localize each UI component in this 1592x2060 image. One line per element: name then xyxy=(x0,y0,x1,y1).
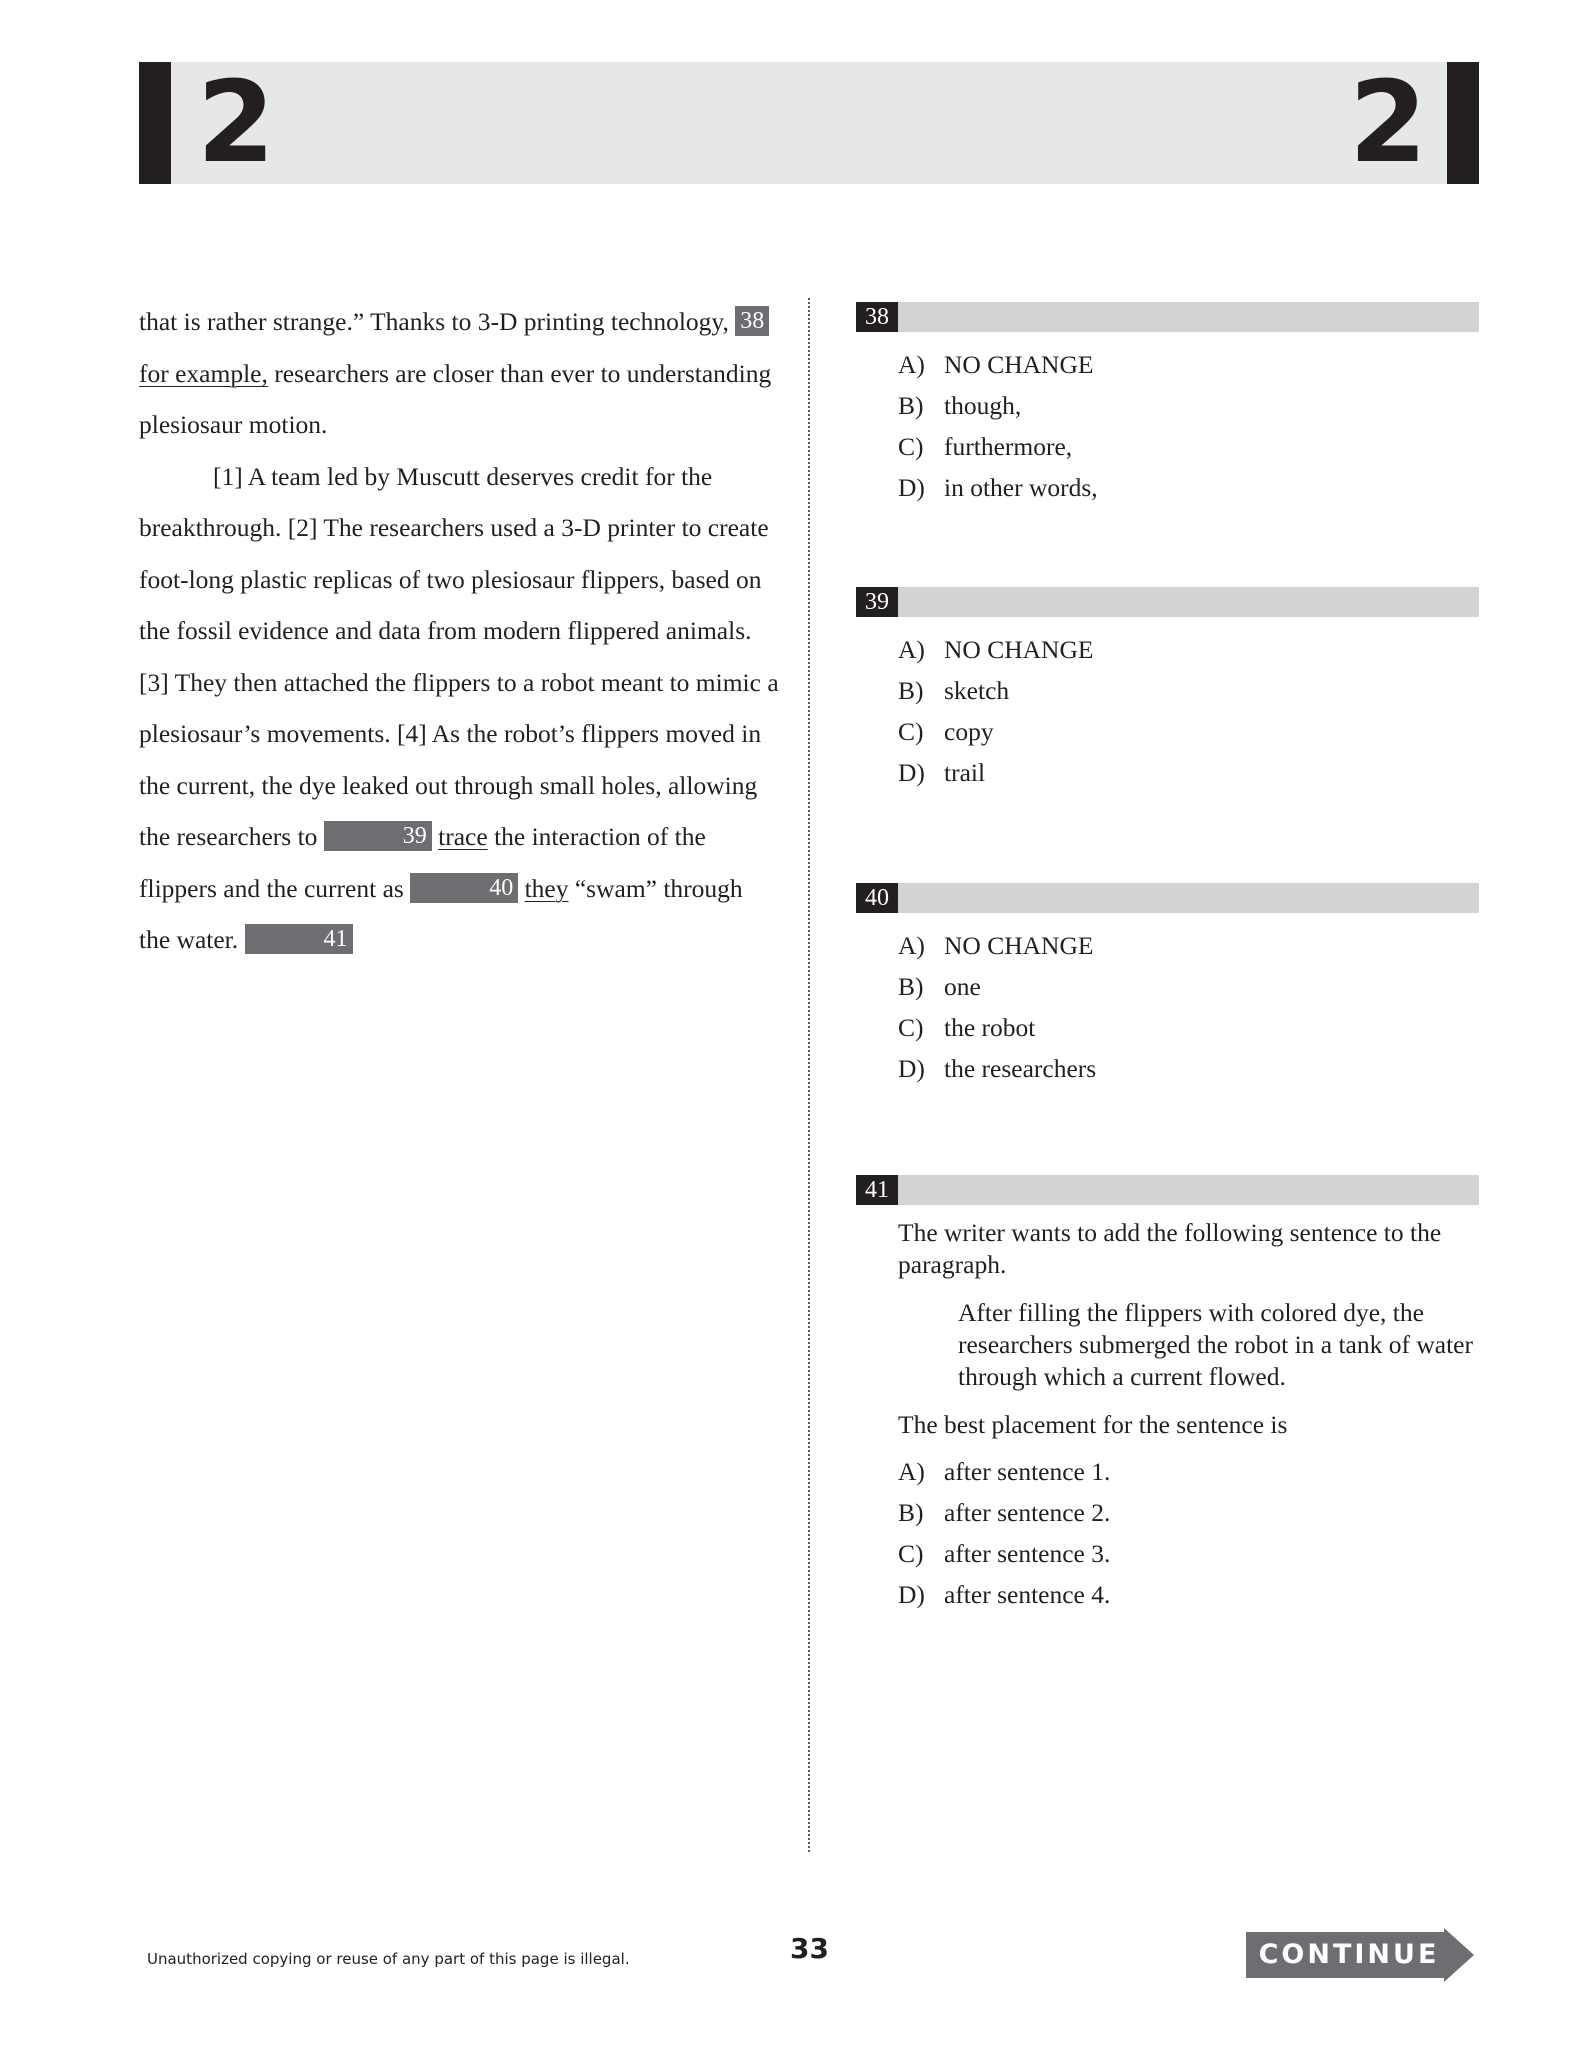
answer-option-d[interactable] xyxy=(898,1048,1479,1089)
option-text: furthermore, xyxy=(944,432,1073,461)
answer-option-a[interactable] xyxy=(898,1451,1479,1492)
option-text: trail xyxy=(944,758,986,787)
question-marker-40[interactable]: 40 xyxy=(410,873,518,903)
underlined-phrase-40[interactable]: they xyxy=(524,873,569,903)
option-letter: A) xyxy=(898,635,925,664)
underlined-phrase-39[interactable]: trace xyxy=(438,822,488,851)
option-letter: C) xyxy=(898,432,924,461)
column-divider xyxy=(808,298,810,1852)
option-text: though, xyxy=(944,391,1022,420)
answer-option-a[interactable] xyxy=(898,344,1479,385)
passage-paragraph-1 xyxy=(139,296,779,451)
answer-option-b[interactable] xyxy=(898,966,1479,1007)
option-text: after sentence 3. xyxy=(944,1539,1111,1568)
option-letter: C) xyxy=(898,717,924,746)
option-letter: B) xyxy=(898,972,924,1001)
option-letter: D) xyxy=(898,1054,925,1083)
answer-option-b[interactable] xyxy=(898,670,1479,711)
question-header xyxy=(856,883,1479,913)
question-header xyxy=(856,1175,1479,1205)
passage-text: researchers are closer than ever to understanding plesiosaur motion. xyxy=(139,358,772,439)
question-stem-text: The writer wants to add the following sentence to the paragraph. xyxy=(898,1218,1442,1279)
continue-label: CONTINUE xyxy=(1258,1939,1440,1970)
header-bar-right xyxy=(1447,62,1479,184)
option-letter: D) xyxy=(898,758,925,787)
question-number: 39 xyxy=(856,587,898,617)
option-text: the robot xyxy=(944,1013,1036,1042)
question-prompt: The best placement for the sentence is xyxy=(898,1410,1288,1439)
option-letter: A) xyxy=(898,350,925,379)
answer-option-c[interactable] xyxy=(898,426,1479,467)
option-letter: D) xyxy=(898,473,925,502)
answer-option-b[interactable] xyxy=(898,1492,1479,1533)
answer-option-d[interactable] xyxy=(898,1574,1479,1615)
section-header xyxy=(139,58,1479,188)
question-marker-39[interactable]: 39 xyxy=(324,821,432,851)
option-letter: D) xyxy=(898,1580,925,1609)
option-letter: B) xyxy=(898,1498,924,1527)
question-38 xyxy=(856,302,1479,508)
question-number: 41 xyxy=(856,1175,898,1205)
answer-option-c[interactable] xyxy=(898,1533,1479,1574)
option-letter: C) xyxy=(898,1539,924,1568)
question-41 xyxy=(856,1175,1479,1615)
option-text: after sentence 1. xyxy=(944,1457,1111,1486)
question-marker-38[interactable]: 38 xyxy=(735,306,769,336)
page-number: 33 xyxy=(790,1932,829,1965)
option-text: sketch xyxy=(944,676,1010,705)
answer-option-d[interactable] xyxy=(898,752,1479,793)
option-text: copy xyxy=(944,717,994,746)
answer-option-b[interactable] xyxy=(898,385,1479,426)
question-number: 40 xyxy=(856,883,898,913)
option-text: NO CHANGE xyxy=(944,635,1094,664)
answer-option-d[interactable] xyxy=(898,467,1479,508)
passage xyxy=(139,296,779,966)
option-text: in other words, xyxy=(944,473,1098,502)
answer-options xyxy=(898,1451,1479,1615)
answer-option-a[interactable] xyxy=(898,629,1479,670)
question-header xyxy=(856,302,1479,332)
passage-text: “swam” through the water. xyxy=(139,873,743,954)
option-letter: A) xyxy=(898,1457,925,1486)
question-header xyxy=(856,587,1479,617)
continue-button[interactable] xyxy=(1246,1928,1474,1982)
quoted-sentence: After filling the flippers with colored dye, the researchers submerged the robot in a tank of water through which a current flowed. xyxy=(958,1298,1473,1391)
option-text: after sentence 2. xyxy=(944,1498,1111,1527)
question-39 xyxy=(856,587,1479,793)
answer-option-a[interactable] xyxy=(898,925,1479,966)
question-stem xyxy=(898,1217,1479,1441)
section-number-right: 2 xyxy=(1349,58,1427,188)
option-letter: B) xyxy=(898,676,924,705)
option-letter: A) xyxy=(898,931,925,960)
question-40 xyxy=(856,883,1479,1089)
passage-text: the interaction of the flippers and the current as xyxy=(139,822,706,903)
option-text: after sentence 4. xyxy=(944,1580,1111,1609)
option-text: NO CHANGE xyxy=(944,931,1094,960)
answer-options xyxy=(898,344,1479,508)
answer-option-c[interactable] xyxy=(898,1007,1479,1048)
question-number: 38 xyxy=(856,302,898,332)
option-text: NO CHANGE xyxy=(944,350,1094,379)
question-marker-41[interactable]: 41 xyxy=(245,924,353,954)
passage-text: that is rather strange.” Thanks to 3-D printing technology, xyxy=(139,307,736,336)
option-letter: C) xyxy=(898,1013,924,1042)
option-letter: B) xyxy=(898,391,924,420)
answer-options xyxy=(898,629,1479,793)
section-number-left: 2 xyxy=(197,58,275,188)
passage-text: [1] A team led by Muscutt deserves credit for the breakthrough. [2] The researchers used a 3-D printer to create foot-long plastic replicas of two plesiosaur flippers, based on the fossil evidence and data from modern flippered animals. [3] They then attached the flippers to a robot meant to mimic a plesiosaur’s movements. [4] As the robot’s flippers moved in the current, the dye leaked out through small holes, allowing the researchers to xyxy=(139,461,779,851)
underlined-phrase-38[interactable]: for example, xyxy=(139,358,268,388)
copyright-notice: Unauthorized copying or reuse of any part of this page is illegal. xyxy=(147,1950,630,1968)
header-bar-left xyxy=(139,62,171,184)
passage-paragraph-2 xyxy=(139,451,779,966)
answer-options xyxy=(898,925,1479,1089)
answer-option-c[interactable] xyxy=(898,711,1479,752)
option-text: the researchers xyxy=(944,1054,1097,1083)
option-text: one xyxy=(944,972,981,1001)
